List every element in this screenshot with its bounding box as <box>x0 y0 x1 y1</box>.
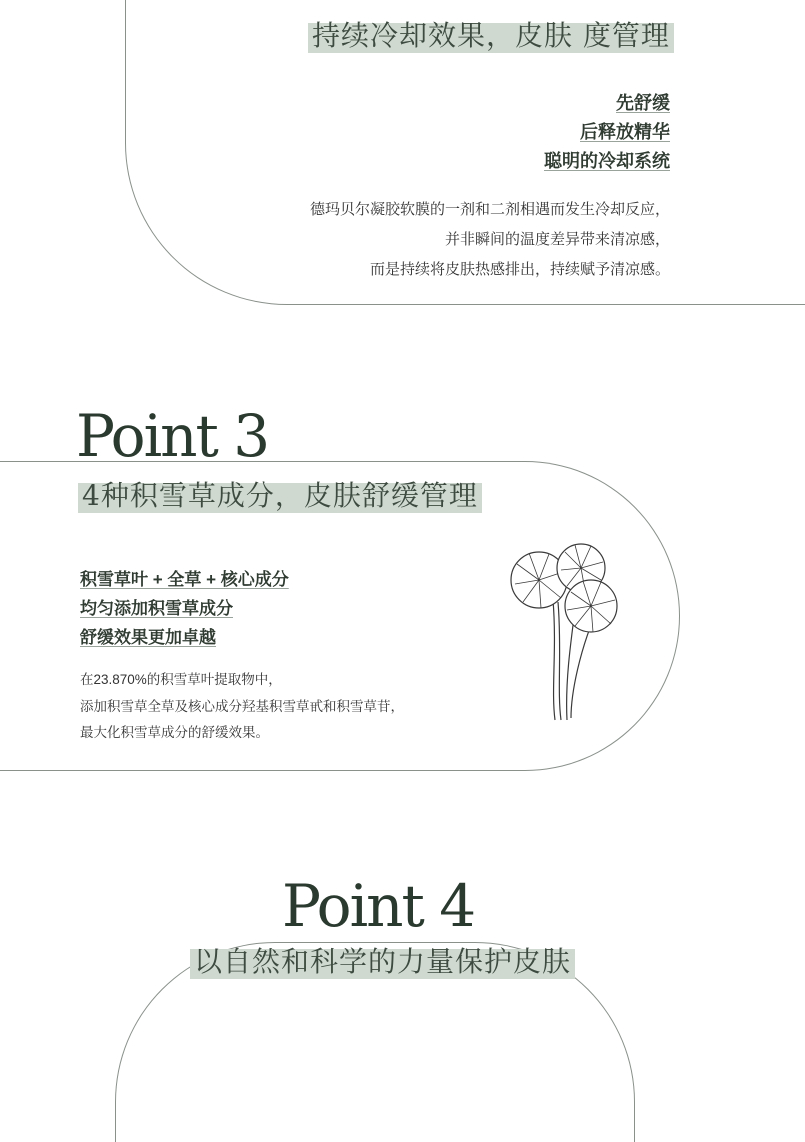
point4-heading: Point 4 <box>282 872 475 940</box>
cooling-body-line: 并非瞬间的温度差异带来清凉感， <box>444 231 670 248</box>
point4-title: 以自然和科学的力量保护皮肤 <box>190 942 575 982</box>
cooling-subtitle: 聪明的冷却系统 <box>544 151 670 171</box>
point3-body-line: 添加积雪草全草及核心成分羟基积雪草甙和积雪草苷， <box>80 699 404 714</box>
centella-plant-icon <box>505 540 625 725</box>
cooling-section-title: 持续冷却效果，皮肤 度管理 <box>308 16 674 56</box>
cooling-body-line: 而是持续将皮肤热感排出，持续赋予清凉感。 <box>369 261 670 278</box>
point3-heading: Point 3 <box>76 402 269 470</box>
point3-subtitle: 舒缓效果更加卓越 <box>80 628 216 647</box>
cooling-subtitle: 后释放精华 <box>580 122 670 142</box>
point3-body-line: 最大化积雪草成分的舒缓效果。 <box>80 725 269 740</box>
point3-subtitle: 均匀添加积雪草成分 <box>80 599 233 618</box>
cooling-body-line: 德玛贝尔凝胶软膜的一剂和二剂相遇而发生冷却反应， <box>309 201 670 218</box>
point3-title: 4种积雪草成分，皮肤舒缓管理 <box>78 476 482 516</box>
point3-subtitle: 积雪草叶 + 全草 + 核心成分 <box>80 570 289 589</box>
cooling-subtitle: 先舒缓 <box>616 93 670 113</box>
point3-body-line: 在23.870%的积雪草叶提取物中， <box>80 672 282 687</box>
